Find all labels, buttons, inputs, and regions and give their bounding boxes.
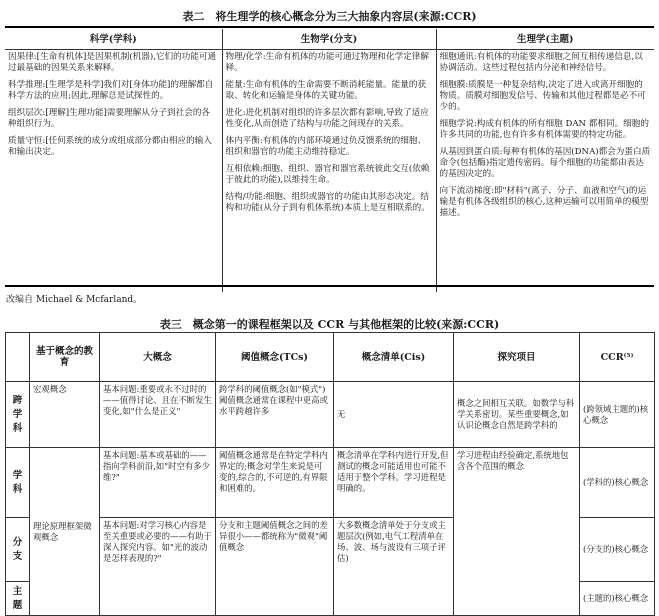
inventory-discipline: 概念清单在学科内进行开发,但测试的概念可能适用也可能不适用于整个学科。学习进程是明确的。	[334, 448, 454, 518]
threshold-discipline: 阈值概念通常是在特定学科内界定的;概念对学生来说是可变的,综合的,不可逆的,有界限和困难的。	[216, 448, 334, 518]
threshold-cross: 跨学科的阈值概念(如"模式")阈值概念通常在课程中更高或水平跨越许多	[216, 382, 334, 448]
concept-evolution: 进化:进化机制对组织的许多层次都有影响,导致了适应性变化,从而创造了结构与功能之间现存的关系。	[225, 108, 429, 129]
header-physiology: 生理学(主题)	[436, 29, 654, 50]
header-science: 科学(学科)	[5, 29, 222, 50]
concept-interdependence: 互相依赖:细胞、组织、器官和器官系统彼此交互(依赖于彼此的功能),以维持生命。	[225, 164, 430, 185]
header-blank	[6, 333, 30, 382]
foundation-lower: 理论原理框架微观概念	[30, 448, 100, 616]
row-label-discipline: 学科	[6, 448, 30, 518]
threshold-branch: 分支和主题阈值概念之间的差异很小——都统称为"微观"阈值概念	[216, 518, 334, 616]
row-label-branch: 分支	[6, 518, 30, 582]
concept-scientific-reasoning: 科学推理:[生理学是科学]我们对[身体功能]的理解都自科学方法的应用;因此,理解总是试探性的。	[8, 80, 214, 101]
table1-top-rule	[5, 26, 654, 28]
table2-caption: 表三 概念第一的课程框架以及 CCR 与其他框架的比较(来源:CCR)	[159, 318, 500, 331]
core-concepts-table	[5, 29, 654, 292]
concept-energy: 能量:生命有机体的生命需要不断消耗能量。能量的获取、转化和运输是身体的关键功能。	[225, 80, 427, 101]
physiology-column	[436, 50, 654, 293]
concept-cell-membrane: 细胞膜:质膜是一种复杂结构,决定了进入或离开细胞的物质。质膜对细胞发信号、传输和其他过程都是必不可少的。	[439, 80, 646, 112]
table1-bottom-rule	[5, 285, 654, 287]
header-concept-inventories: 概念清单(Cis)	[334, 333, 454, 382]
header-threshold-concepts: 阈值概念(TCs)	[216, 333, 334, 382]
science-column	[5, 50, 222, 293]
big-ideas-branch: 基本问题:对学习核心内容是至关重要或必要的——有助于深入探究内容。如"光的波动是怎样表现的?"	[100, 518, 216, 616]
concept-homeostasis: 体内平衡:有机体的内部环境通过负反馈系统的细胞、组织和器官的功能主动维持稳定。	[225, 136, 427, 157]
header-biology: 生物学(分支)	[222, 29, 436, 50]
header-concept-based-education: 基于概念的教育	[30, 333, 100, 382]
project-lower: 学习进程由经验确定,系统地包含各个范围的概念	[454, 448, 580, 616]
row-label-topic: 主题	[6, 582, 30, 616]
header-inquiry-projects: 探究项目	[454, 333, 580, 382]
concept-physics-chemistry: 物理/化学:生命有机体的功能可通过物理和化学定律解释。	[225, 52, 429, 73]
inventory-cross: 无	[334, 382, 454, 448]
ccr-branch: (分支的)核心概念	[580, 518, 655, 582]
ccr-discipline: (学科的)核心概念	[580, 448, 655, 518]
big-ideas-cross: 基本问题:重要或永不过时的——值得讨论、且在不断发生变化,如"什么是正义"	[100, 382, 216, 448]
row-discipline	[6, 448, 655, 518]
concept-genes-to-proteins: 从基因到蛋白质:每种有机体的基因(DNA)都会为蛋白质命令(包括酶)指定遗传密码。每个细胞的功能都由表达的基因决定的。	[439, 147, 651, 179]
concept-structure-function: 结构/功能:细胞、组织或器官的功能由其形态决定。结构和功能(从分子到有机体系统)本质上是互相联系的。	[225, 192, 430, 213]
ccr-topic: (主题的)核心概念	[580, 582, 655, 616]
table2-header-row	[6, 333, 655, 382]
inventory-branch: 大多数概念清单处于分支或主题层次(例如,电气工程清单在场、波、场与波设有三项子评估)	[334, 518, 454, 616]
project-cross: 概念之间相互关联。如数学与科学关系密切。某些重要概念,如认识论概念自然是跨学科的	[454, 382, 580, 448]
header-big-ideas: 大概念	[100, 333, 216, 382]
biology-column	[222, 50, 436, 293]
table1-body-row	[5, 50, 654, 293]
concept-mass-balance: 质量守恒:[任何系统的成分或组成部分都由相应的输入和输出决定。	[8, 136, 212, 157]
foundation-cross: 宏观概念	[30, 382, 100, 448]
concept-cell-theory: 细胞学说:构成有机体的所有细胞 DAN 都相同。细胞的许多共同的功能,也有许多有机体需要的特定功能。	[439, 119, 649, 140]
concept-causality: 因果律:[生命有机体]是因果机制(机器),它们的功能可通过最基础的因果关系来解释。	[8, 52, 217, 73]
concept-flow-down-gradients: 向下流动梯度:即"材料"(离子、分子、血液和空气)的运输是有机体各级组织的核心,这种运输可以用简单的模型描述。	[439, 186, 649, 218]
row-label-cross: 跨学科	[6, 382, 30, 448]
framework-comparison-table	[5, 332, 655, 616]
big-ideas-discipline: 基本问题:基本或基础的——指向学科前沿,如"时空有多少维?"	[100, 448, 216, 518]
ccr-cross: (跨领域主题的)核心概念	[580, 382, 655, 448]
concept-cell-communication: 细胞通讯:有机体的功能要求细胞之间互相传递信息,以协调活动。这些过程包括内分泌和神经信号。	[439, 52, 643, 73]
header-ccr: CCR⁽⁵⁾	[580, 333, 655, 382]
table1-header-row	[5, 29, 654, 50]
row-cross-disciplinary	[6, 382, 655, 448]
table1-caption: 表二 将生理学的核心概念分为三大抽象内容层(来源:CCR)	[182, 10, 477, 23]
source-note: 改编自 Michael & Mcfarland。	[6, 295, 143, 305]
concept-levels-of-organization: 组织层次:[理解]生理功能]需要理解从分子到社会的各种组织行为。	[8, 108, 211, 129]
